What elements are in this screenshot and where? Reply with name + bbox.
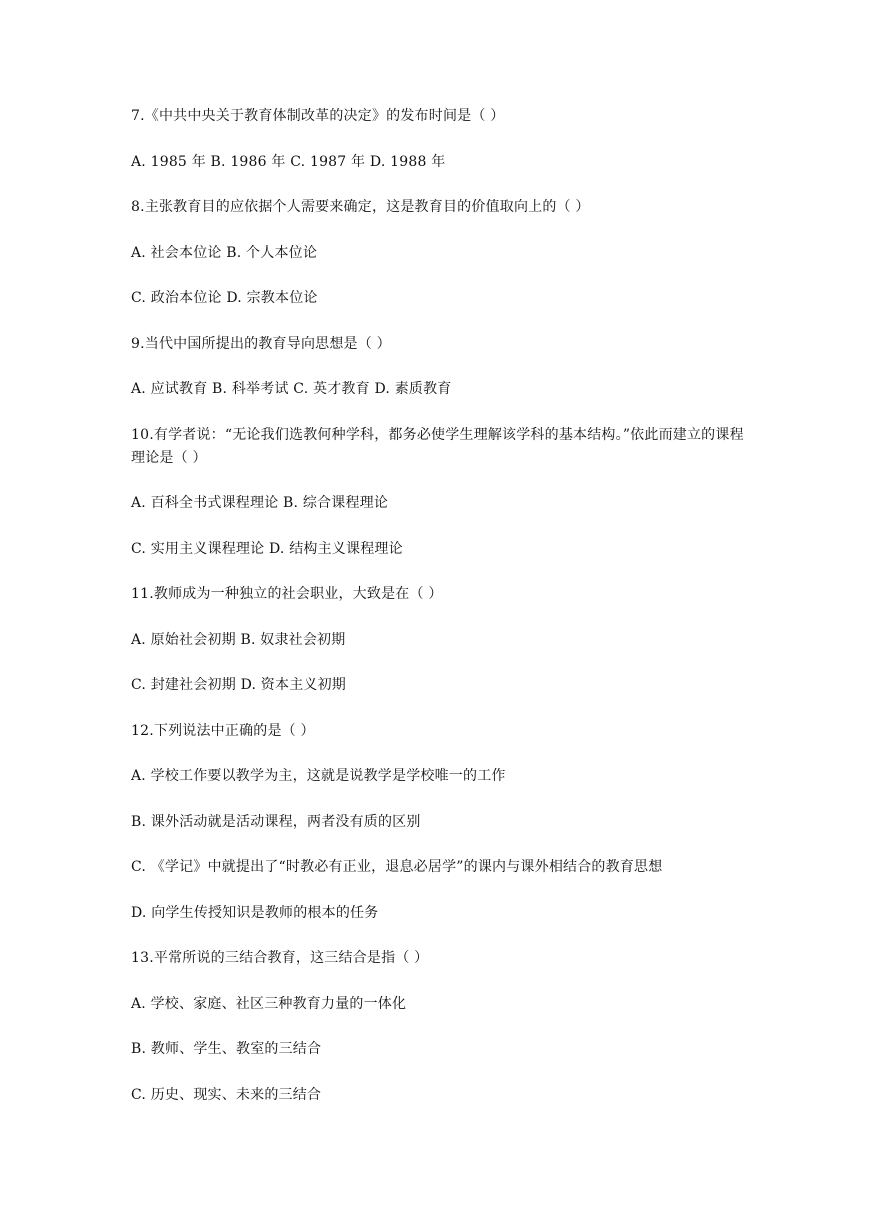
question-7-options: A. 1985 年 B. 1986 年 C. 1987 年 D. 1988 年 xyxy=(131,154,446,170)
question-11-stem: 11.教师成为一种独立的社会职业，大致是在（ ） xyxy=(131,586,443,602)
question-10-stem: 10.有学者说：“无论我们选教何种学科，都务必使学生理解该学科的基本结构。”依此而建立的课程理论是（ ） xyxy=(131,427,744,466)
question-13-option-b: B. 教师、学生、教室的三结合 xyxy=(131,1041,322,1057)
question-8-options-ab: A. 社会本位论 B. 个人本位论 xyxy=(131,245,318,261)
question-12-stem: 12.下列说法中正确的是（ ） xyxy=(131,723,315,739)
question-12-option-b: B. 课外活动就是活动课程，两者没有质的区别 xyxy=(131,814,421,830)
question-7-stem: 7.《中共中央关于教育体制改革的决定》的发布时间是（ ） xyxy=(131,108,505,124)
question-10-options-cd: C. 实用主义课程理论 D. 结构主义课程理论 xyxy=(131,541,403,557)
question-9-stem: 9.当代中国所提出的教育导向思想是（ ） xyxy=(131,336,391,352)
question-11-options-ab: A. 原始社会初期 B. 奴隶社会初期 xyxy=(131,632,346,648)
question-13-option-a: A. 学校、家庭、社区三种教育力量的一体化 xyxy=(131,996,407,1012)
question-8-stem: 8.主张教育目的应依据个人需要来确定，这是教育目的价值取向上的（ ） xyxy=(131,199,590,215)
question-13-stem: 13.平常所说的三结合教育，这三结合是指（ ） xyxy=(131,950,429,966)
question-10-options-ab: A. 百科全书式课程理论 B. 综合课程理论 xyxy=(131,495,389,511)
question-13-option-c: C. 历史、现实、未来的三结合 xyxy=(131,1087,322,1103)
question-12-option-c: C. 《学记》中就提出了“时教必有正业，退息必居学”的课内与课外相结合的教育思想 xyxy=(131,859,663,875)
question-11-options-cd: C. 封建社会初期 D. 资本主义初期 xyxy=(131,677,346,693)
question-12-option-a: A. 学校工作要以教学为主，这就是说教学是学校唯一的工作 xyxy=(131,768,506,784)
question-8-options-cd: C. 政治本位论 D. 宗教本位论 xyxy=(131,290,318,306)
question-12-option-d: D. 向学生传授知识是教师的根本的任务 xyxy=(131,905,379,921)
question-9-options: A. 应试教育 B. 科举考试 C. 英才教育 D. 素质教育 xyxy=(131,381,452,397)
